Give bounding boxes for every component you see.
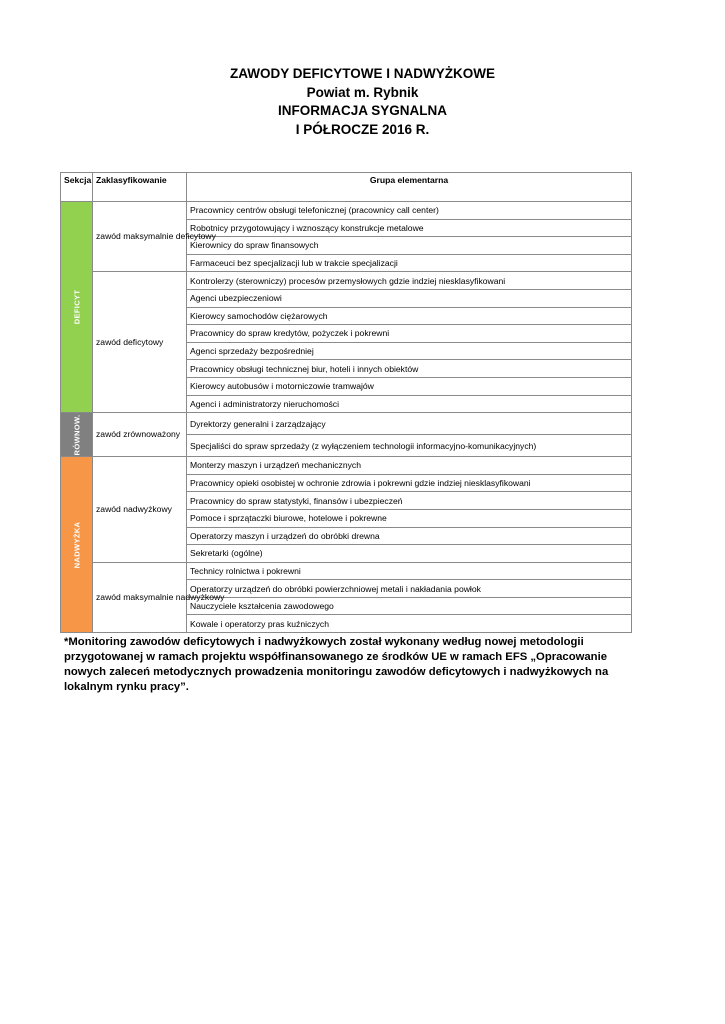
section-label: RÓWNOW. [72, 414, 81, 456]
section-rownowaga [61, 413, 93, 457]
header-zaklasyfikowanie: Zaklasyfikowanie [93, 173, 187, 202]
title-line-4: I PÓŁROCZE 2016 R. [295, 121, 430, 137]
group-cell: Pracownicy do spraw kredytów, pożyczek i pokrewni [187, 325, 632, 343]
class-deficytowy: zawód deficytowy [93, 272, 187, 413]
title-line-3: INFORMACJA SYGNALNA [277, 103, 447, 118]
title-line-1: ZAWODY DEFICYTOWE I NADWYŻKOWE [230, 66, 495, 81]
group-cell: Pracownicy do spraw statystyki, finansów i ubezpieczeń [187, 492, 632, 510]
group-cell: Farmaceuci bez specjalizacji lub w trakcie specjalizacji [187, 254, 632, 272]
occupations-table [60, 172, 632, 633]
section-label: DEFICYT [72, 289, 81, 325]
group-cell: Agenci ubezpieczeniowi [187, 289, 632, 307]
class-nadwyzkowy: zawód nadwyżkowy [93, 457, 187, 563]
section-nadwyzka [61, 457, 93, 633]
table-row [61, 202, 632, 220]
group-cell: Technicy rolnictwa i pokrewni [187, 562, 632, 580]
document-title [0, 65, 725, 139]
methodology-footnote: *Monitoring zawodów deficytowych i nadwyżkowych został wykonany według nowej metodologii przygotowanej w ramach projektu współfinansowanego ze środków UE w ramach EFS „Opracowanie nowych zaleceń metodycznych prowadzenia monitoringu zawodów deficytowych i nadwyżkowych na lokalnym rynku pracy”. [64, 636, 609, 693]
section-deficyt [61, 202, 93, 413]
class-zrownowazony: zawód zrównoważony [93, 413, 187, 457]
group-cell: Kierowcy autobusów i motorniczowie tramwajów [187, 377, 632, 395]
group-cell: Kierowcy samochodów ciężarowych [187, 307, 632, 325]
table-row [61, 562, 632, 580]
group-cell: Pracownicy centrów obsługi telefonicznej (pracownicy call center) [187, 202, 632, 220]
group-cell: Pracownicy opieki osobistej w ochronie zdrowia i pokrewni gdzie indziej niesklasyfikowani [187, 474, 632, 492]
group-cell: Pracownicy obsługi technicznej biur, hoteli i innych obiektów [187, 360, 632, 378]
section-label: NADWYŻKA [72, 521, 81, 568]
group-cell: Operatorzy urządzeń do obróbki powierzchniowej metali i nakładania powłok [187, 580, 632, 598]
table-header-row [61, 173, 632, 202]
class-max-nadwyzkowy: zawód maksymalnie nadwyżkowy [93, 562, 187, 632]
group-cell: Dyrektorzy generalni i zarządzający [187, 413, 632, 435]
group-cell: Agenci i administratorzy nieruchomości [187, 395, 632, 413]
group-cell: Operatorzy maszyn i urządzeń do obróbki drewna [187, 527, 632, 545]
group-cell: Pomoce i sprzątaczki biurowe, hotelowe i pokrewne [187, 509, 632, 527]
group-cell: Kowale i operatorzy pras kuźniczych [187, 615, 632, 633]
table-row [61, 413, 632, 435]
group-cell: Agenci sprzedaży bezpośredniej [187, 342, 632, 360]
group-cell: Sekretarki (ogólne) [187, 545, 632, 563]
group-cell: Specjaliści do spraw sprzedaży (z wyłączeniem technologii informacyjno-komunikacyjnych) [187, 435, 632, 457]
group-cell: Monterzy maszyn i urządzeń mechanicznych [187, 457, 632, 475]
group-cell: Kierownicy do spraw finansowych [187, 237, 632, 255]
header-sekcja: Sekcja [61, 173, 93, 202]
class-max-deficytowy: zawód maksymalnie deficytowy [93, 202, 187, 272]
group-cell: Nauczyciele kształcenia zawodowego [187, 597, 632, 615]
table-row [61, 457, 632, 475]
group-cell: Kontrolerzy (sterowniczy) procesów przemysłowych gdzie indziej niesklasyfikowani [187, 272, 632, 290]
group-cell: Robotnicy przygotowujący i wznoszący konstrukcje metalowe [187, 219, 632, 237]
table-row [61, 272, 632, 290]
header-grupa-elementarna: Grupa elementarna [187, 173, 632, 202]
title-line-2: Powiat m. Rybnik [306, 84, 419, 100]
